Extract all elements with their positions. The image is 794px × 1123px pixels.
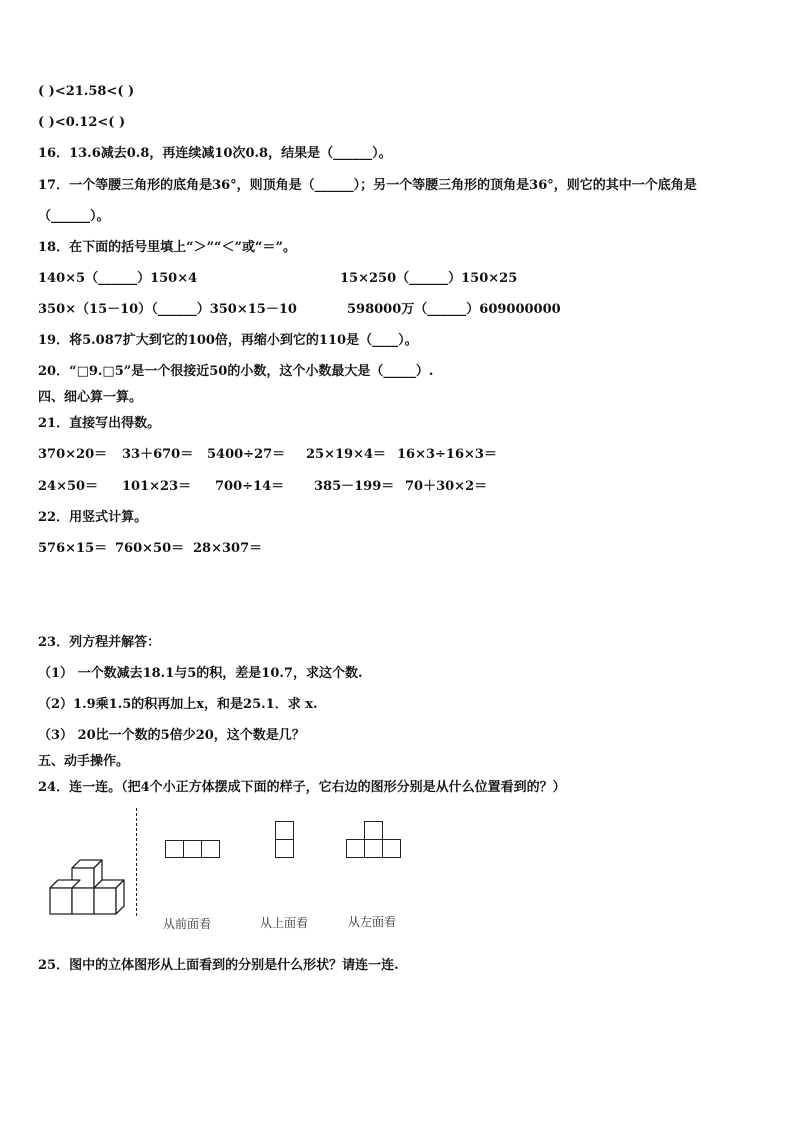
inequality-line-2: ( )<0.12<( ) (38, 115, 126, 130)
dashed-divider (136, 808, 137, 916)
calc-item: 16×3÷16×3＝ (397, 447, 497, 462)
question-23-part-2: （2）1.9乘1.5的积再加上x，和是25.1．求 x. (38, 697, 318, 712)
question-17-line1: 17．一个等腰三角形的底角是36°，则顶角是（______）；另一个等腰三角形的顶角是36°，则它的其中一个底角是 (38, 178, 697, 193)
section-4-heading: 四、细心算一算。 (38, 390, 143, 405)
question-23-part-1: （1） 一个数减去18.1与5的积，差是10.7，求这个数. (38, 666, 363, 681)
calc-item: 385－199＝ (314, 479, 395, 494)
question-24: 24．连一连。（把4个小正方体摆成下面的样子，它右边的图形分别是从什么位置看到的？） (38, 780, 566, 795)
vertical-calc-item: 28×307＝ (193, 541, 263, 556)
section-5-heading: 五、动手操作。 (38, 754, 130, 769)
question-18: 18．在下面的括号里填上“＞”“＜”或“＝”。 (38, 240, 296, 255)
vertical-calc-item: 760×50＝ (115, 541, 185, 556)
question-18-item-3: 350×（15－10）（______）350×15－10 (38, 302, 297, 317)
calc-item: 700÷14＝ (215, 479, 285, 494)
calc-item: 24×50＝ (38, 479, 99, 494)
question-18-item-1: 140×5（______）150×4 (38, 271, 198, 286)
calc-item: 33＋670＝ (122, 447, 194, 462)
view-shape-top (275, 821, 294, 858)
question-23-part-3: （3） 20比一个数的5倍少20，这个数是几？ (38, 728, 305, 743)
cube-stack-figure (44, 858, 126, 918)
question-25: 25．图中的立体图形从上面看到的分别是什么形状？请连一连. (38, 958, 399, 973)
calc-item: 370×20＝ (38, 447, 108, 462)
question-17-line2: （______）。 (38, 209, 110, 224)
caption-front-view: 从前面看 (163, 917, 212, 931)
question-19: 19．将5.087扩大到它的100倍，再缩小到它的110是（____）。 (38, 333, 418, 348)
view-shape-left (346, 821, 402, 858)
vertical-calc-item: 576×15＝ (38, 541, 108, 556)
calc-item: 25×19×4＝ (306, 447, 387, 462)
question-20: 20．“□9.□5”是一个很接近50的小数，这个小数最大是（_____）. (38, 364, 434, 379)
calc-item: 5400÷27＝ (207, 447, 286, 462)
question-18-item-2: 15×250（______）150×25 (340, 271, 518, 286)
question-16: 16．13.6减去0.8，再连续减10次0.8，结果是（______）。 (38, 146, 392, 161)
calc-item: 101×23＝ (122, 479, 192, 494)
view-shape-front (165, 840, 221, 858)
inequality-line-1: ( )<21.58<( ) (38, 84, 135, 99)
caption-top-view: 从上面看 (260, 916, 309, 930)
question-18-item-4: 598000万（______）609000000 (347, 302, 561, 317)
question-23: 23．列方程并解答： (38, 635, 161, 650)
question-22: 22．用竖式计算。 (38, 510, 148, 525)
question-21: 21．直接写出得数。 (38, 416, 161, 431)
calc-item: 70＋30×2＝ (405, 479, 488, 494)
caption-left-view: 从左面看 (348, 915, 397, 929)
